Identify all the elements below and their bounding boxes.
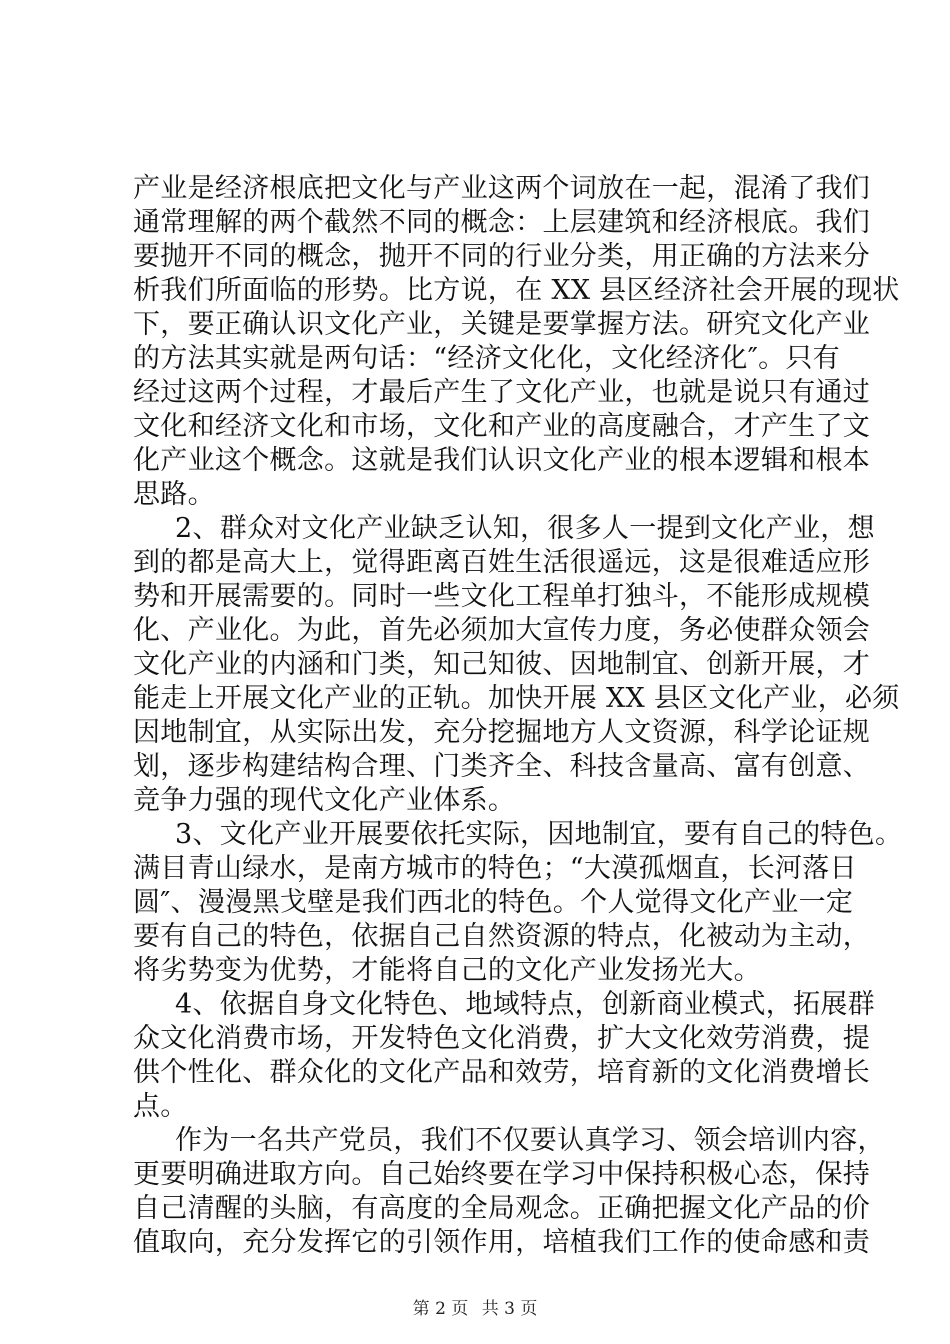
paragraph-5-start: 作为一名共产党员，我们不仅要认真学习、领会培训内容， <box>175 1125 885 1156</box>
text-line: 众文化消费市场，开发特色文化消费，扩大文化效劳消费，提 <box>133 1023 871 1054</box>
text-line: 能走上开展文化产业的正轨。加快开展 XX 县区文化产业，必须 <box>133 683 900 714</box>
text-line: 竞争力强的现代文化产业体系。 <box>133 785 516 816</box>
text-line: 析我们所面临的形势。比方说，在 XX 县区经济社会开展的现状 <box>133 275 900 306</box>
text-line: 要有自己的特色，依据自己自然资源的特点，化被动为主动， <box>133 921 871 952</box>
paragraph-3-start: 3、文化产业开展要依托实际，因地制宜，要有自己的特色。 <box>175 819 903 850</box>
text-line: 将劣势变为优势，才能将自己的文化产业发扬光大。 <box>133 955 761 986</box>
text-line: 满目青山绿水，是南方城市的特色；“大漠孤烟直，长河落日 <box>133 853 857 884</box>
text-line: 要抛开不同的概念，抛开不同的行业分类，用正确的方法来分 <box>133 241 871 272</box>
text-line: 更要明确进取方向。自己始终要在学习中保持积极心态，保持 <box>133 1159 871 1190</box>
text-line: 文化和经济文化和市场，文化和产业的高度融合，才产生了文 <box>133 411 871 442</box>
text-line: 值取向，充分发挥它的引领作用，培植我们工作的使命感和责 <box>133 1227 871 1258</box>
text-line: 圆″、漫漫黑戈壁是我们西北的特色。个人觉得文化产业一定 <box>133 887 854 918</box>
text-line: 文化产业的内涵和门类，知己知彼、因地制宜、创新开展，才 <box>133 649 871 680</box>
page-total: 共 3 页 <box>481 1299 538 1319</box>
text-line: 化、产业化。为此，首先必须加大宣传力度，务必使群众领会 <box>133 615 871 646</box>
page-number: 第 2 页 <box>412 1299 469 1319</box>
text-line: 到的都是高大上，觉得距离百姓生活很遥远，这是很难适应形 <box>133 547 871 578</box>
text-line: 因地制宜，从实际出发，充分挖掘地方人文资源，科学论证规 <box>133 717 871 748</box>
text-line: 划，逐步构建结构合理、门类齐全、科技含量高、富有创意、 <box>133 751 871 782</box>
text-line: 下，要正确认识文化产业，关键是要掌握方法。研究文化产业 <box>133 309 871 340</box>
page-footer <box>0 1298 950 1320</box>
paragraph-4-start: 4、依据自身文化特色、地域特点，创新商业模式，拓展群 <box>175 989 875 1020</box>
text-line: 点。 <box>133 1091 188 1122</box>
text-line: 的方法其实就是两句话：“经济文化化，文化经济化″。只有 <box>133 343 840 374</box>
text-line: 思路。 <box>133 479 215 510</box>
text-line: 产业是经济根底把文化与产业这两个词放在一起，混淆了我们 <box>133 173 871 204</box>
text-line: 势和开展需要的。同时一些文化工程单打独斗，不能形成规模 <box>133 581 871 612</box>
text-line: 经过这两个过程，才最后产生了文化产业，也就是说只有通过 <box>133 377 871 408</box>
paragraph-2-start: 2、群众对文化产业缺乏认知，很多人一提到文化产业，想 <box>175 513 875 544</box>
text-line: 通常理解的两个截然不同的概念：上层建筑和经济根底。我们 <box>133 207 871 238</box>
text-line: 自己清醒的头脑，有高度的全局观念。正确把握文化产品的价 <box>133 1193 871 1224</box>
text-line: 化产业这个概念。这就是我们认识文化产业的根本逻辑和根本 <box>133 445 871 476</box>
text-line: 供个性化、群众化的文化产品和效劳，培育新的文化消费增长 <box>133 1057 871 1088</box>
